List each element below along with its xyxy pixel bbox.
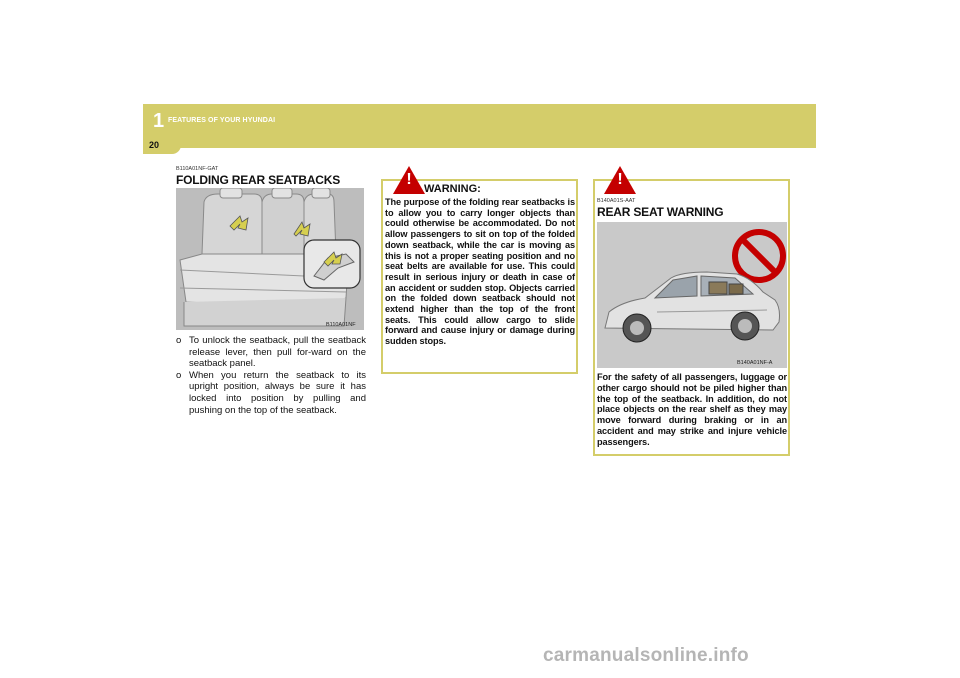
section-code: B140A01S-AAT [597,198,636,204]
bullet-mark: o [176,335,182,346]
bullet-text: To unlock the seatback, pull the seatback release lever, then pull for-ward on the seatback panel. [189,335,366,370]
warning-exclamation: ! [406,171,412,188]
figure-code: B140A01NF-A [737,360,773,366]
chapter-header-band [143,104,816,148]
section-code: B110A01NF-GAT [176,166,219,172]
page-number: 20 [149,140,160,150]
car-illustration [597,222,787,368]
chapter-title: FEATURES OF YOUR HYUNDAI [168,117,276,124]
section-title: FOLDING REAR SEATBACKS [176,173,341,187]
warning-title: WARNING: [424,183,481,195]
warning-exclamation: ! [617,171,623,188]
warning-text: The purpose of the folding rear seatbacks is to allow you to carry longer objects than could otherwise be accommodated. Do not allow passengers to sit on top of the folded down seatback, while the car is moving as this is not a proper seating position and no seat belts are available for use. This could result in serious injury or death in case of an accident or sudden stop. Objects carried on the folded down seatback should not extend higher than the top of the front seats. This could allow cargo to slide forward and cause injury or damage during sudden stops. [385,197,575,347]
section-title: REAR SEAT WARNING [597,205,724,219]
instructions-list [176,335,366,416]
chapter-number: 1 [153,110,165,132]
figure-code: B110A01NF [326,322,356,328]
rear-seatback-illustration [176,188,364,330]
bullet-text: When you return the seatback to its upright position, always be sure it has locked into position by pulling and pushing on the top of the seatback. [189,369,366,416]
car-with-prohibition-icon [597,222,787,368]
seat-drawing-icon [176,188,364,330]
rear-seat-warning-text: For the safety of all passengers, luggage or other cargo should not be piled higher than the top of the seatback. In addition, do not place objects on the rear shelf as they may move forward during braking or in an accident and may strike and injure vehicle passengers. [597,372,787,447]
site-watermark: carmanualsonline.info [543,645,749,666]
bullet-mark: o [176,369,182,381]
list-item [176,335,366,370]
list-item [176,370,366,416]
folding-seatbacks-section [176,166,366,187]
